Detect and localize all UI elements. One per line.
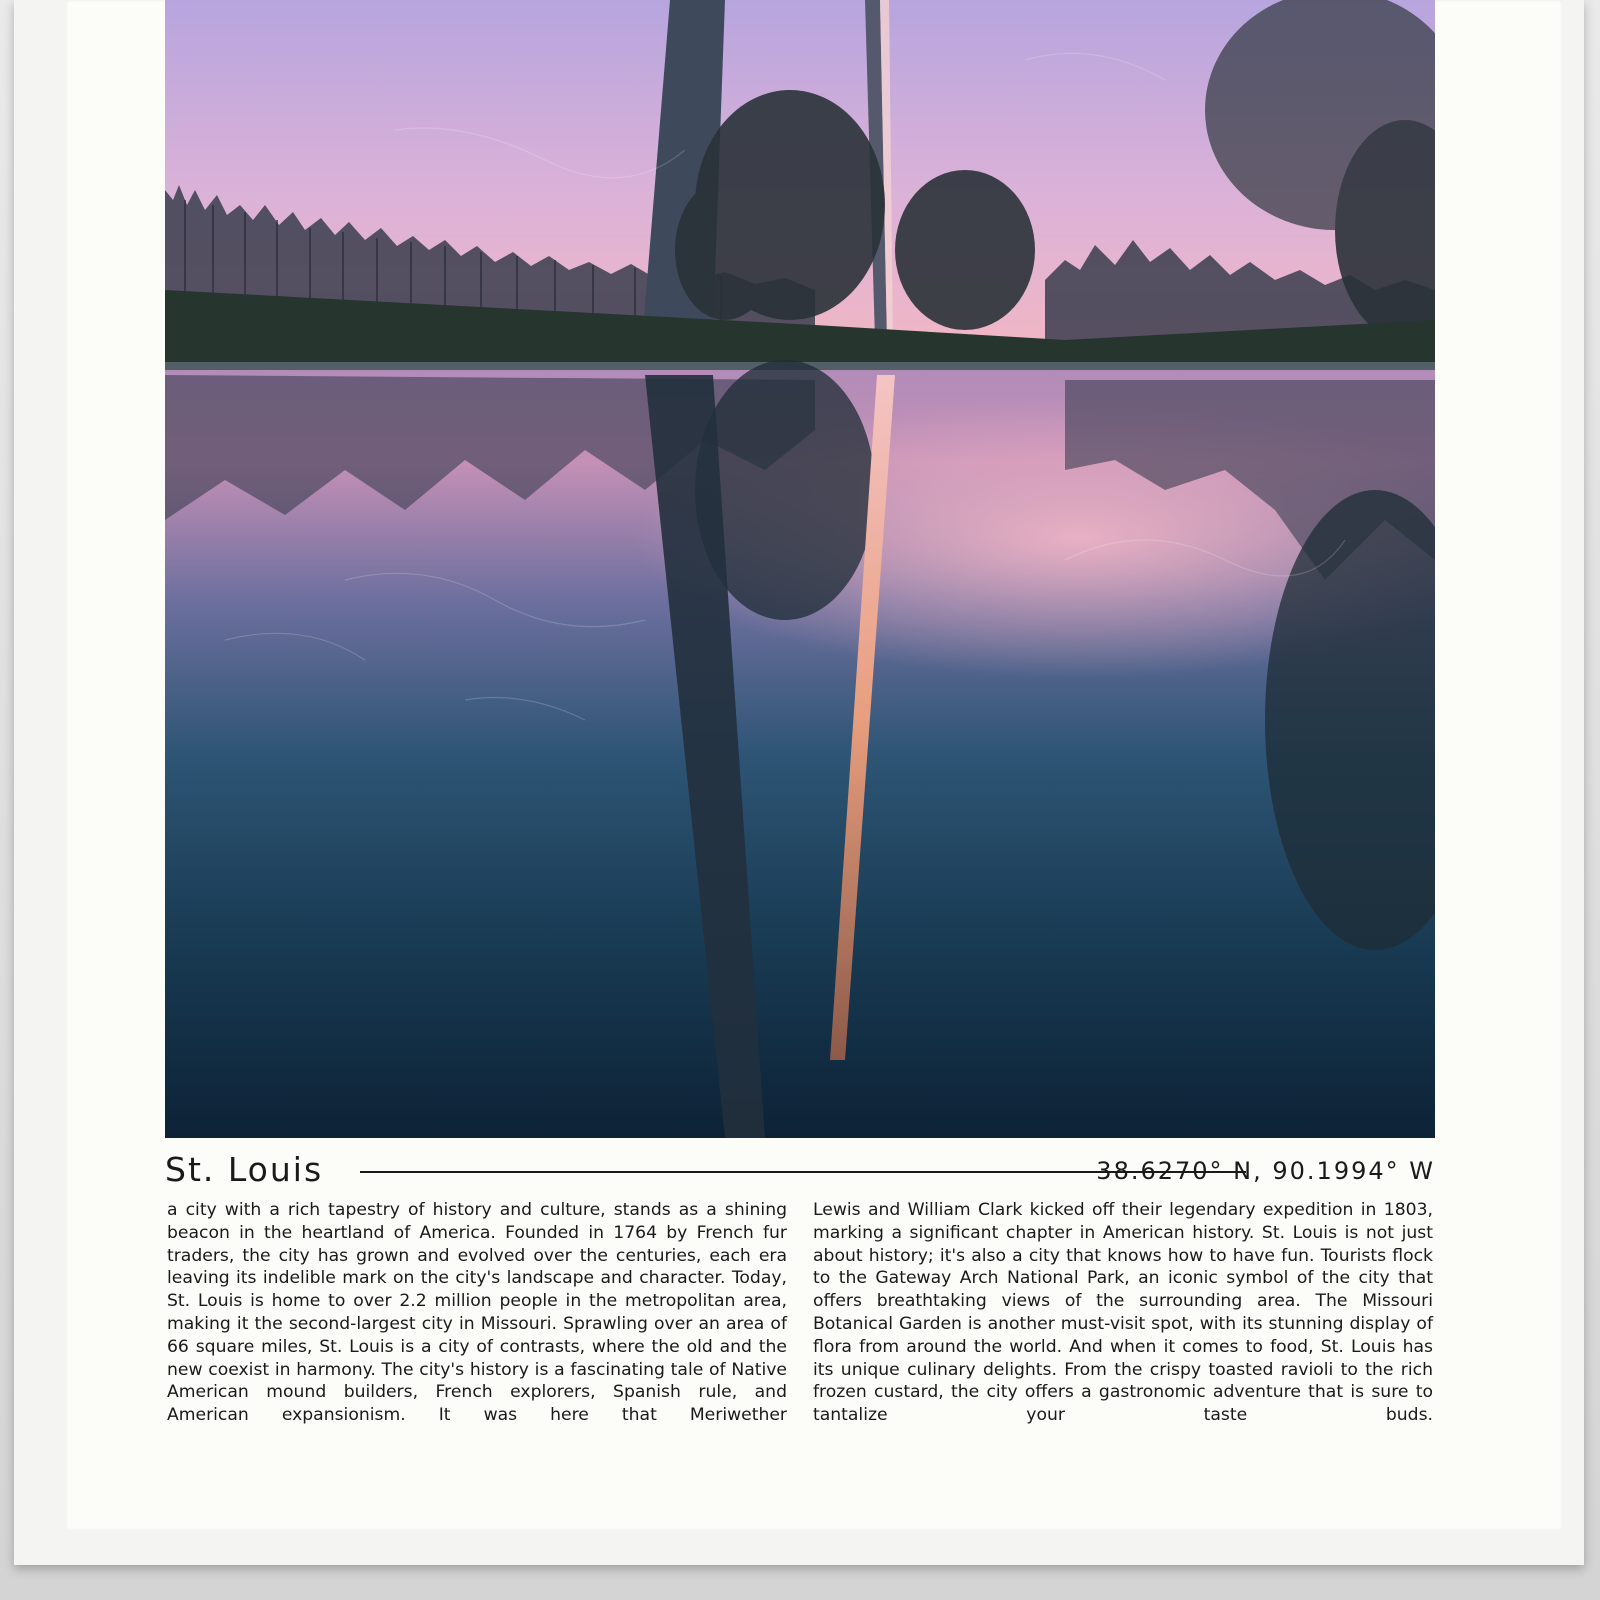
- description: [167, 1199, 1435, 1429]
- gateway-arch-reflection-photo: [165, 0, 1435, 1138]
- description-column-right: Lewis and William Clark kicked off their legendary expedition in 1803, marking a significant chapter in American history. St. Louis is not just about history; it's also a city that knows how to have fun. Tourists flock to the Gateway Arch National Park, an iconic symbol of the city that offers breathtaking views of the surrounding area. The Missouri Botanical Garden is another must-visit spot, with its stunning display of flora from around the world. And when it comes to food, St. Louis has its unique culinary delights. From the crispy toasted ravioli to the rich frozen custard, the city offers a gastronomic adventure that is sure to tantalize your taste buds.: [813, 1200, 1433, 1426]
- poster-header: [165, 1150, 1435, 1190]
- city-title: St. Louis: [165, 1150, 324, 1189]
- photo-illustration: [165, 0, 1435, 1138]
- description-column-left: a city with a rich tapestry of history and culture, stands as a shining beacon in the heartland of America. Founded in 1764 by French fur traders, the city has grown and evolved over the centuries, each era leaving its indelible mark on the city's landscape and character. Today, St. Louis is home to over 2.2 million people in the metropolitan area, making it the second-largest city in Missouri. Sprawling over an area of 66 square miles, St. Louis is a city of contrasts, where the old and the new coexist in harmony. The city's history is a fascinating tale of Native American mound builders, French explorers, Spanish rule, and American expansionism. It was here that Meriwether: [167, 1200, 787, 1426]
- coordinates: 38.6270° N, 90.1994° W: [1096, 1157, 1435, 1185]
